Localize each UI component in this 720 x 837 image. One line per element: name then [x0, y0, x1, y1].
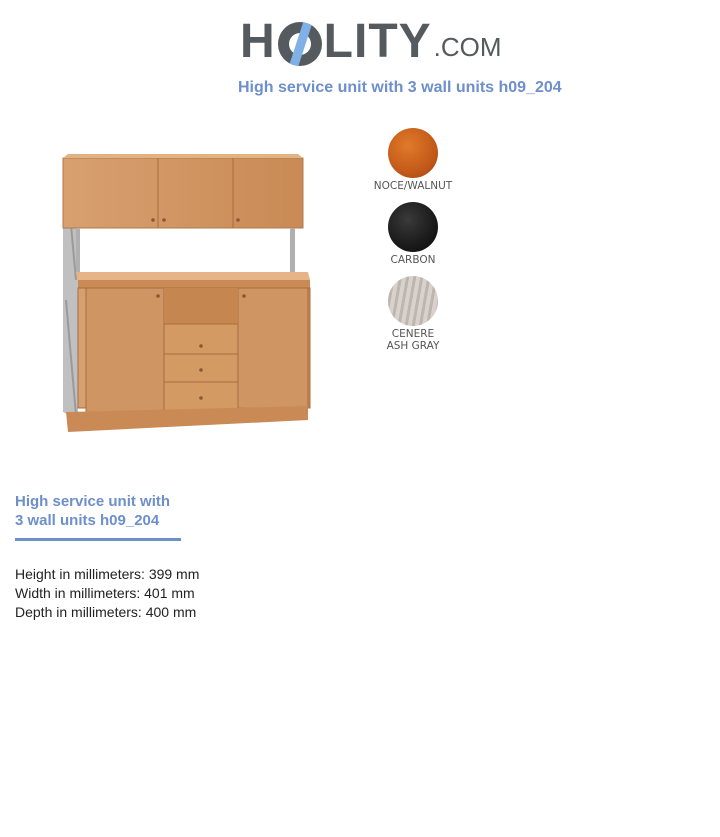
- holity-logo[interactable]: [240, 10, 502, 66]
- cabinet-illustration: [58, 150, 318, 440]
- carbon-swatch-circle: [388, 202, 438, 252]
- logo-text-lity: LITY: [323, 15, 432, 68]
- ash-gray-swatch-circle: [388, 276, 438, 326]
- spec-depth: Depth in millimeters: 400 mm: [15, 604, 197, 620]
- logo-text-com: .COM: [433, 32, 502, 62]
- product-image: [58, 150, 318, 440]
- spec-height: Height in millimeters: 399 mm: [15, 566, 200, 582]
- product-heading: High service unit with 3 wall units h09_204: [15, 492, 181, 541]
- walnut-swatch-circle: [388, 128, 438, 178]
- swatch-label: CENERE ASH GRAY: [386, 328, 440, 352]
- logo-text-h: H: [240, 15, 276, 68]
- swatch-ash-gray[interactable]: [365, 276, 461, 352]
- page-title: High service unit with 3 wall units h09_204: [238, 79, 562, 96]
- swatch-carbon[interactable]: [365, 202, 461, 266]
- swatch-walnut[interactable]: [365, 128, 461, 192]
- spec-list: [15, 565, 199, 622]
- spec-width: Width in millimeters: 401 mm: [15, 585, 195, 601]
- logo-o-icon: [278, 22, 322, 66]
- color-swatches: [365, 128, 461, 362]
- swatch-label: NOCE/WALNUT: [373, 180, 453, 192]
- swatch-label: CARBON: [390, 254, 436, 266]
